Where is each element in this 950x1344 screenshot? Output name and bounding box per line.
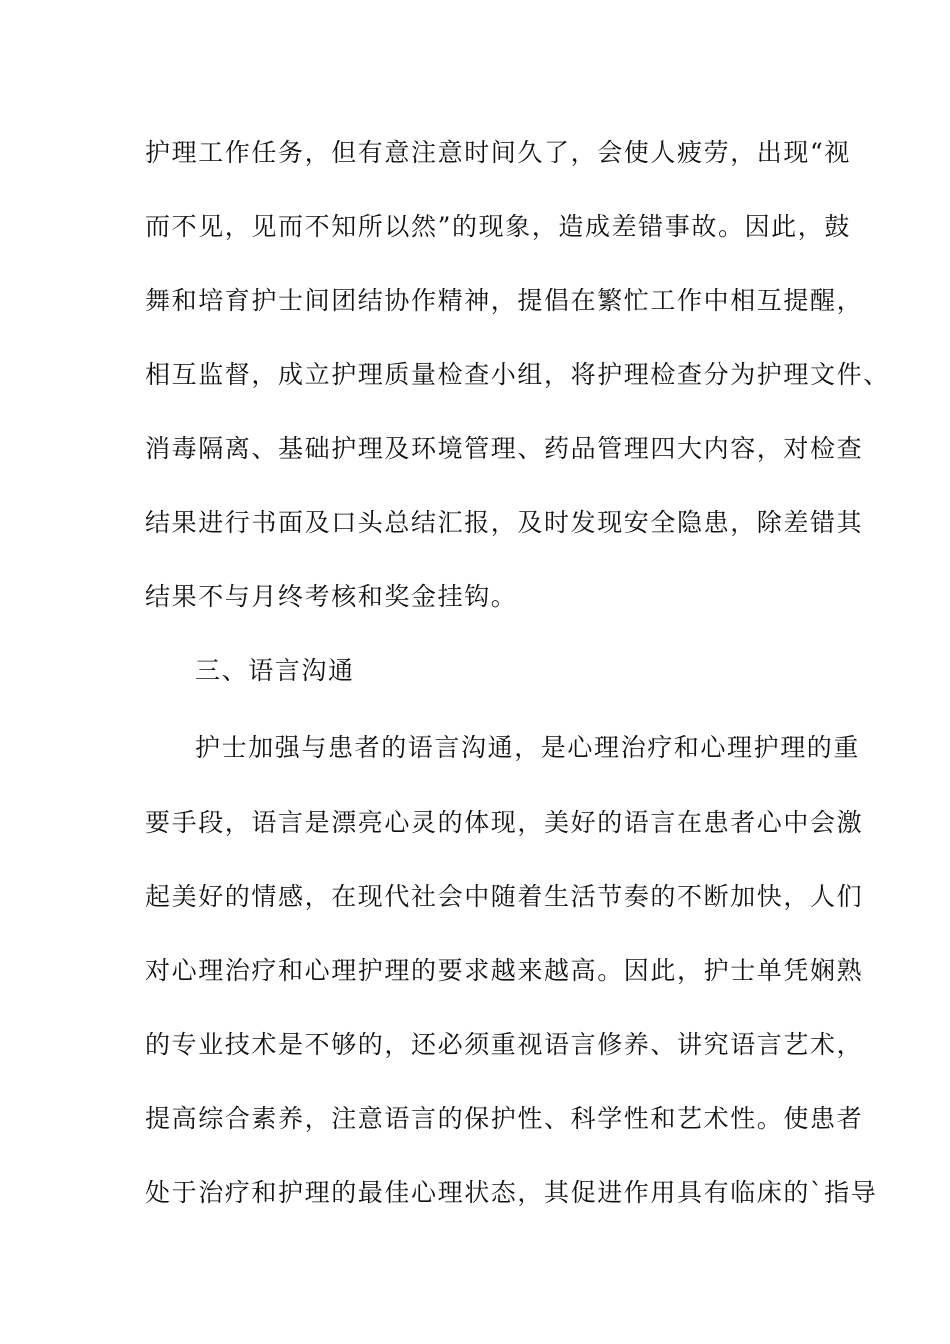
text-line: 结果进行书面及口头总结汇报，及时发现安全隐患，除差错其 — [145, 508, 864, 537]
text-line: 结果不与月终考核和奖金挂钩。 — [145, 582, 518, 611]
text-line: 护理工作任务，但有意注意时间久了，会使人疲劳，出现“视 — [145, 138, 851, 167]
text-line: 提高综合素养，注意语言的保护性、科学性和艺术性。使患者 — [145, 1104, 864, 1133]
text-line: 对心理治疗和心理护理的要求越来越高。因此，护士单凭娴熟 — [145, 956, 864, 985]
text-line: 而不见，见而不知所以然”的现象，造成差错事故。因此，鼓 — [145, 212, 851, 241]
text-line: 要手段，语言是漂亮心灵的体现，美好的语言在患者心中会激 — [145, 808, 864, 837]
text-line: 护士加强与患者的语言沟通，是心理治疗和心理护理的重 — [195, 733, 861, 762]
text-line: 消毒隔离、基础护理及环境管理、药品管理四大内容，对检查 — [145, 434, 864, 463]
text-line: 相互监督，成立护理质量检查小组，将护理检查分为护理文件、 — [145, 360, 890, 389]
section-heading: 三、语言沟通 — [195, 656, 355, 685]
text-line: 处于治疗和护理的最佳心理状态，其促进作用具有临床的`指导 — [145, 1178, 878, 1207]
text-line: 的专业技术是不够的，还必须重视语言修养、讲究语言艺术， — [145, 1030, 864, 1059]
text-line: 起美好的情感，在现代社会中随着生活节奏的不断加快，人们 — [145, 882, 864, 911]
text-line: 舞和培育护士间团结协作精神，提倡在繁忙工作中相互提醒， — [145, 286, 864, 315]
